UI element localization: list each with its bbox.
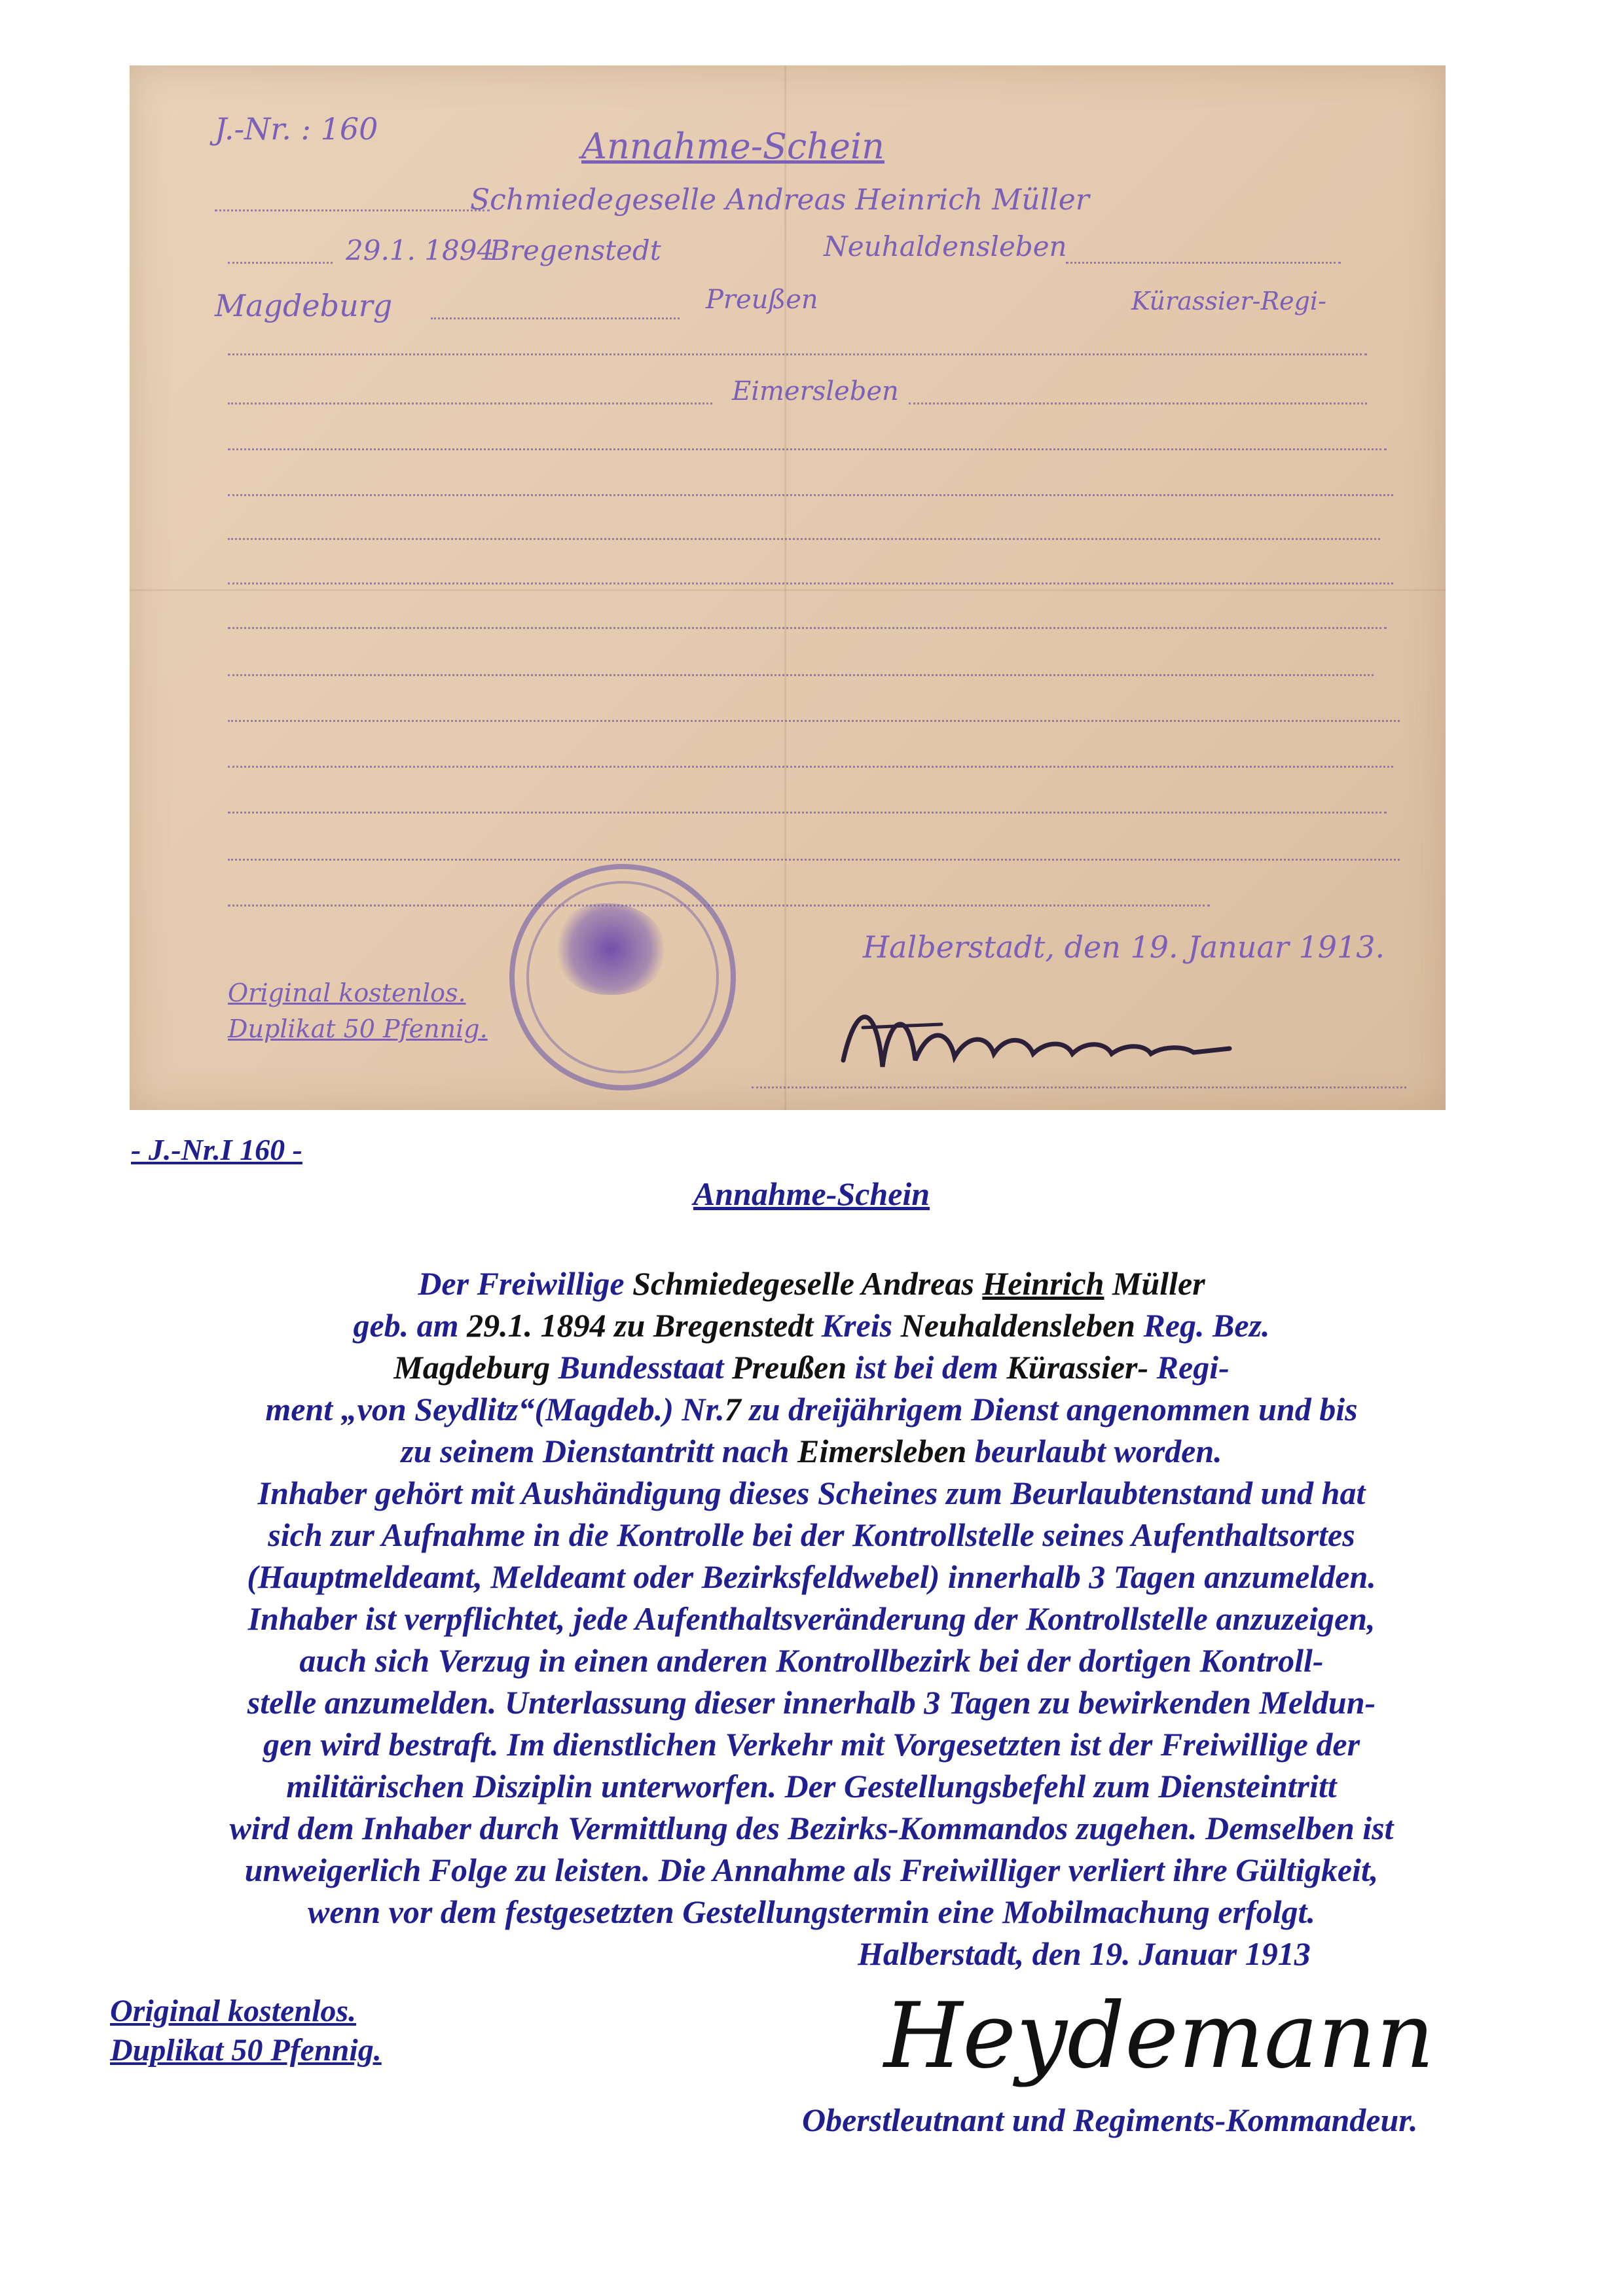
- signatory-role: Oberstleutnant und Regiments-Kommandeur.: [802, 2102, 1418, 2138]
- body-text-line: Inhaber ist verpflichtet, jede Aufenthaltsveränderung der Kontrollstelle anzuzeigen,: [247, 1600, 1376, 1637]
- footnote-duplicate: Duplikat 50 Pfennig.: [110, 2033, 382, 2068]
- handwriting-stroke: [1066, 262, 1341, 268]
- handwriting-stroke: [228, 353, 1367, 359]
- body-text-line: (Hauptmeldeamt, Meldeamt oder Bezirksfeldwebel) innerhalb 3 Tagen anzumelden.: [247, 1558, 1376, 1595]
- scan-title: Annahme-Schein: [581, 126, 884, 167]
- handwriting-stroke: [228, 720, 1400, 726]
- body-line-5: [0, 1432, 1623, 1470]
- handwriting-stroke: [228, 583, 1393, 588]
- scan-place-date: Halberstadt, den 19. Januar 1913.: [863, 929, 1385, 965]
- handwriting-stroke: [228, 905, 1210, 910]
- district-value: Neuhaldensleben: [900, 1307, 1135, 1344]
- handwriting-stroke: [431, 317, 680, 323]
- scan-region: Magdeburg: [215, 288, 393, 323]
- scan-birth-date: 29.1. 1894: [346, 234, 495, 266]
- label-state: Bundesstaat: [558, 1349, 724, 1386]
- volunteer-trade-name: Schmiedegeselle Andreas: [632, 1265, 974, 1302]
- document-title: Annahme-Schein: [693, 1175, 930, 1212]
- body-text-line: militärischen Disziplin unterworfen. Der Gestellungsbefehl zum Diensteintritt: [286, 1768, 1337, 1804]
- handwriting-stroke: [909, 403, 1367, 408]
- scan-destination: Eimersleben: [732, 376, 899, 406]
- handwriting-stroke: [228, 627, 1387, 633]
- body-text-line: wenn vor dem festgesetzten Gestellungstermin eine Mobilmachung erfolgt.: [308, 1893, 1315, 1930]
- paper-fold-horizontal: [130, 589, 1446, 591]
- label-at-the: ist bei dem: [854, 1349, 998, 1386]
- label-on-leave: beurlaubt worden.: [974, 1433, 1222, 1469]
- body-line-1: [0, 1265, 1623, 1302]
- handwriting-stroke: [228, 812, 1387, 817]
- birth-date-place: 29.1. 1894 zu Bregenstedt: [467, 1307, 814, 1344]
- label-volunteer: Der Freiwillige: [418, 1265, 625, 1302]
- handwriting-stroke: [228, 403, 712, 408]
- body-text-line: unweigerlich Folge zu leisten. Die Annahme als Freiwilliger verliert ihre Gültigkeit,: [244, 1852, 1379, 1888]
- regiment-number: 7: [724, 1391, 741, 1427]
- body-line-4: [0, 1390, 1623, 1428]
- signature-name: Heydemann: [884, 1983, 1434, 2089]
- scan-handwritten-signature: [837, 988, 1243, 1093]
- handwriting-stroke: [228, 494, 1393, 500]
- footnote-original: Original kostenlos.: [110, 1994, 357, 2028]
- scan-state: Preußen: [706, 285, 818, 315]
- scan-district: Neuhaldensleben: [824, 230, 1067, 262]
- handwriting-stroke: [228, 766, 1393, 772]
- scanned-document-image: [130, 65, 1446, 1110]
- place-and-date: Halberstadt, den 19. Januar 1913: [858, 1935, 1311, 1972]
- body-line-2: [0, 1306, 1623, 1344]
- handwriting-stroke: [215, 209, 490, 215]
- handwriting-stroke: [228, 859, 1400, 865]
- label-born: geb. am: [353, 1307, 459, 1344]
- scan-regiment: Kürassier-Regi-: [1131, 287, 1326, 315]
- scan-footnote-duplicate: Duplikat 50 Pfennig.: [228, 1014, 488, 1043]
- scan-birth-place: Bregenstedt: [490, 234, 661, 266]
- body-text-line: stelle anzumelden. Unterlassung dieser innerhalb 3 Tagen zu bewirkenden Meldun-: [247, 1684, 1376, 1721]
- body-line-3: [0, 1348, 1623, 1386]
- regiment-value: Kürassier-: [1006, 1349, 1149, 1386]
- label-regi: Regi-: [1156, 1349, 1230, 1386]
- body-text-line: auch sich Verzug in einen anderen Kontrollbezirk bei der dortigen Kontroll-: [299, 1642, 1324, 1679]
- body-text-line: wird dem Inhaber durch Vermittlung des Bezirks-Kommandos zugehen. Demselben ist: [229, 1810, 1394, 1846]
- body-text-line: gen wird bestraft. Im dienstlichen Verkehr mit Vorgesetzten ist der Freiwillige der: [263, 1726, 1360, 1763]
- handwriting-stroke: [228, 538, 1380, 544]
- regiment-name: ment „von Seydlitz“(Magdeb.) Nr.: [265, 1391, 725, 1427]
- stamp-ink-blot: [555, 903, 666, 995]
- volunteer-surname: Müller: [1112, 1265, 1205, 1302]
- service-terms: zu dreijährigem Dienst angenommen und bis: [749, 1391, 1358, 1427]
- handwriting-stroke: [228, 262, 333, 268]
- state-value: Preußen: [732, 1349, 847, 1386]
- volunteer-call-name: Heinrich: [982, 1265, 1104, 1302]
- label-region: Reg. Bez.: [1143, 1307, 1270, 1344]
- label-district: Kreis: [821, 1307, 893, 1344]
- region-value: Magdeburg: [393, 1349, 551, 1386]
- journal-number: - J.-Nr.I 160 -: [131, 1133, 302, 1166]
- destination-value: Eimersleben: [797, 1433, 967, 1469]
- body-text-line: sich zur Aufnahme in die Kontrolle bei der Kontrollstelle seines Aufenthaltsortes: [268, 1516, 1355, 1553]
- body-text-line: Inhaber gehört mit Aushändigung dieses Scheines zum Beurlaubtenstand und hat: [257, 1475, 1366, 1511]
- handwriting-stroke: [228, 674, 1374, 680]
- scan-footnote-original: Original kostenlos.: [228, 978, 466, 1007]
- scan-journal-number: J.-Nr. : 160: [215, 111, 378, 147]
- handwriting-stroke: [228, 448, 1387, 454]
- scan-name-line: Schmiedegeselle Andreas Heinrich Müller: [470, 183, 1089, 217]
- label-until-service: zu seinem Dienstantritt nach: [401, 1433, 790, 1469]
